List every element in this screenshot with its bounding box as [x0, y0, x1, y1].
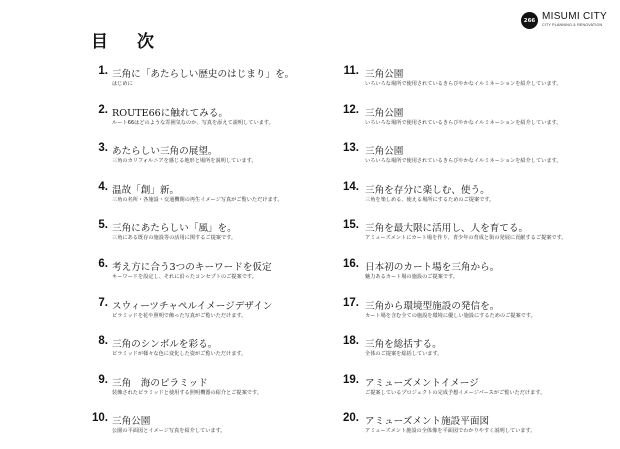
- toc-right-column: [333, 63, 613, 449]
- entry-title: 三角公園: [365, 107, 404, 119]
- route-66-shield-icon: 266: [521, 12, 538, 29]
- entry-title: 三角 海のピラミッド: [112, 377, 208, 389]
- entry-description: ピラミッドが様々な色に変化した姿がご覧いただけます。: [112, 351, 247, 358]
- toc-entry-10: [86, 410, 326, 449]
- logo: [521, 10, 613, 30]
- entry-number: 3.: [98, 142, 108, 155]
- entry-title: あたらしい三角の展望。: [112, 146, 218, 158]
- entry-description: 三角の名所・各施設・交通機関の再生イメージ写真がご覧いただけます。: [112, 196, 283, 203]
- toc-entry-5: [86, 217, 326, 256]
- entry-description: はじめに: [112, 81, 133, 87]
- entry-description: カート場を含む全ての施設を環境に優しい施設にするためのご提案です。: [365, 312, 536, 319]
- entry-number: 4.: [98, 180, 108, 193]
- entry-number: 12.: [343, 103, 359, 116]
- toc-entry-17: [333, 295, 613, 334]
- entry-title: 三角を最大限に活用し、人を育てる。: [365, 223, 529, 235]
- entry-number: 11.: [343, 65, 359, 77]
- entry-title: 三角に「あたらしい歴史のはじまり」を。: [112, 69, 295, 80]
- entry-number: 19.: [343, 373, 359, 386]
- entry-title: 考え方に合う3つのキーワードを仮定: [112, 261, 272, 273]
- entry-title: 温故「創」新。: [112, 184, 180, 196]
- toc-entry-8: [86, 333, 326, 372]
- entry-title: 三角公園: [365, 69, 404, 80]
- entry-description: アミューズメントにカート場を作り、青少年の育成と街の発展に貢献するご提案です。: [365, 235, 567, 242]
- entry-number: 16.: [343, 257, 359, 270]
- entry-description: 三角のカリフォルニアを感じる地形と場所を説明しています。: [112, 158, 257, 165]
- toc-entry-9: [86, 372, 326, 411]
- toc-entry-15: [333, 217, 613, 256]
- toc-entry-20: [333, 410, 613, 449]
- entry-title: アミューズメント施設平面図: [365, 416, 490, 428]
- entry-description: キーワードを設定し、それに沿ったコンセプトのご提案です。: [112, 273, 257, 280]
- entry-description: いろいろな場所で使用されているきらびやかなイルミネーションを紹介しています。: [365, 158, 562, 165]
- toc-entry-14: [333, 179, 613, 218]
- toc-entry-19: [333, 372, 613, 411]
- entry-description: 装飾されたピラミッドと使用する照明機器の紹介とご提案です。: [112, 389, 262, 396]
- logo-tagline: CITY PLANNING & RENOVATION: [542, 23, 603, 27]
- entry-description: 三角を楽しめる、使える場所にするためのご提案です。: [365, 196, 495, 203]
- entry-number: 9.: [98, 373, 108, 386]
- entry-description: いろいろな場所で使用されているきらびやかなイルミネーションを紹介しています。: [365, 119, 562, 126]
- toc-entry-12: [333, 102, 613, 141]
- entry-description: 公園の平面図とイメージ写真を紹介しています。: [112, 428, 226, 435]
- toc-left-column: [86, 63, 326, 449]
- toc-entry-4: [86, 179, 326, 218]
- entry-description: 三角にある既存の施設等の活用に関するご提案です。: [112, 235, 237, 242]
- entry-title: 三角にあたらしい「風」を。: [112, 223, 237, 235]
- entry-title: 日本初のカート場を三角から。: [365, 261, 500, 273]
- entry-title: 三角から環境型施設の発信を。: [365, 300, 500, 312]
- toc-entry-18: [333, 333, 613, 372]
- toc-entry-6: [86, 256, 326, 295]
- entry-number: 10.: [92, 412, 108, 425]
- toc-entry-2: [86, 102, 326, 141]
- entry-title: アミューズメントイメージ: [365, 377, 479, 389]
- entry-number: 2.: [98, 103, 108, 116]
- toc-entry-7: [86, 295, 326, 334]
- entry-description: ルート66はどのような雰囲気なのか、写真を添えて説明しています。: [112, 119, 274, 126]
- entry-description: ご提案しているプロジェクトの完成予想イメージパースがご覧いただけます。: [365, 389, 546, 396]
- entry-number: 1.: [98, 65, 108, 77]
- entry-title: 三角を総括する。: [365, 339, 442, 351]
- toc-entry-16: [333, 256, 613, 295]
- entry-description: 魅力あるカート場の施設のご提案です。: [365, 273, 458, 280]
- toc-entry-11: [333, 63, 613, 102]
- entry-description: 全体のご提案を総括しています。: [365, 351, 443, 358]
- entry-number: 20.: [343, 412, 359, 425]
- entry-number: 17.: [343, 296, 359, 309]
- entry-title: 三角公園: [112, 416, 151, 428]
- entry-description: ピラミッドを花や照明で飾った写真がご覧いただけます。: [112, 312, 247, 319]
- page-title: 目 次: [91, 32, 160, 52]
- entry-number: 8.: [98, 335, 108, 348]
- entry-title: ROUTE66に触れてみる。: [112, 107, 228, 119]
- entry-number: 13.: [343, 142, 359, 155]
- entry-title: 三角公園: [365, 146, 404, 158]
- entry-description: アミューズメント施設の全体像を平面図でわかりやすく説明しています。: [365, 428, 536, 435]
- entry-description: いろいろな場所で使用されているきらびやかなイルミネーションを紹介しています。: [365, 81, 562, 87]
- entry-number: 5.: [98, 219, 108, 232]
- toc-entry-13: [333, 140, 613, 179]
- entry-number: 14.: [343, 180, 359, 193]
- entry-title: 三角のシンボルを彩る。: [112, 339, 218, 351]
- entry-number: 7.: [98, 296, 108, 309]
- toc-entry-1: [86, 63, 326, 102]
- toc-entry-3: [86, 140, 326, 179]
- entry-number: 15.: [343, 219, 359, 232]
- entry-title: スウィーツチャペルイメージデザイン: [112, 300, 273, 312]
- entry-title: 三角を存分に楽しむ、使う。: [365, 184, 490, 196]
- entry-number: 18.: [343, 335, 359, 348]
- entry-number: 6.: [98, 257, 108, 270]
- logo-name: MISUMI CITY: [542, 11, 607, 22]
